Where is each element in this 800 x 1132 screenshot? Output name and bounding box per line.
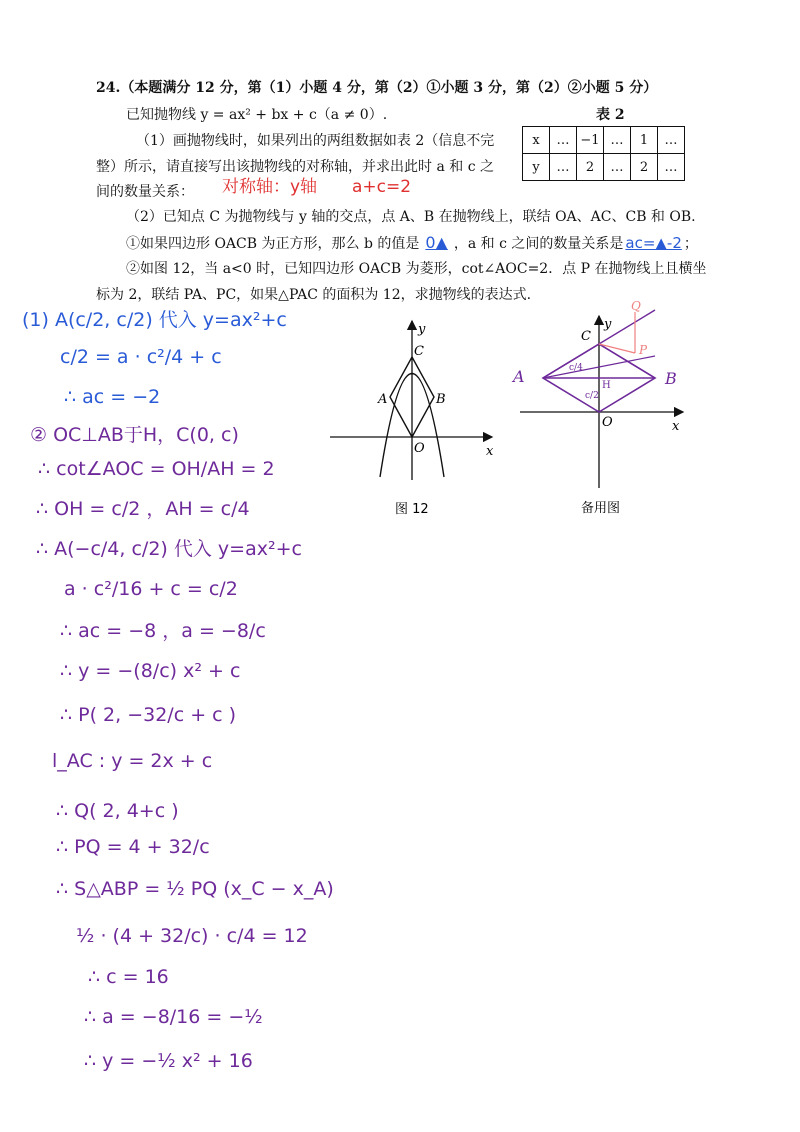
y-axis-label: y [418,322,426,337]
table-cell: … [658,127,685,154]
handwritten-line: a · c²/16 + c = c/2 [64,578,238,600]
table-cell: −1 [577,127,604,154]
part2-1-end: ； [683,236,698,252]
handwritten-line: ∴ Q( 2, 4+c ) [56,800,179,822]
origin-label: O [414,441,425,456]
table-cell: … [604,127,631,154]
x-axis-label: x [486,444,494,459]
problem-header: 24.（本题满分 12 分，第（1）小题 4 分，第（2）①小题 3 分，第（2）②小题 5 分） [96,80,658,96]
table-title: 表 2 [596,107,625,123]
part1-answer-axis: 对称轴：y轴 [222,177,318,197]
handwritten-line: ½ · (4 + 32/c) · c/4 = 12 [76,925,308,947]
handwritten-line: (1) A(c/2, c/2) 代入 y=ax²+c [22,309,287,331]
table-cell: 2 [577,154,604,181]
point-p-label: P [639,343,648,357]
part2-1-text-b: ，a 和 c 之间的数量关系是 [453,236,624,252]
figure-12-caption: 图 12 [395,502,429,517]
table-cell: … [550,127,577,154]
handwritten-line: c/2 = a · c²/4 + c [60,346,222,368]
part2-1-text-a: ①如果四边形 OACB 为正方形，那么 b 的值是 [126,236,420,252]
table-cell: x [523,127,550,154]
handwritten-line: ∴ PQ = 4 + 32/c [56,836,210,858]
part1-answer-relation: a+c=2 [352,177,412,197]
part2-1-answer-b: 0▲ [425,233,448,252]
label-c-over-4: c/4 [569,363,583,373]
table-cell: … [658,154,685,181]
origin-label: O [602,415,613,430]
handwritten-line: ∴ y = −(8/c) x² + c [60,660,241,682]
point-a-label: A [513,367,525,386]
handwritten-line: ∴ P( 2, −32/c + c ) [60,704,237,726]
table-cell: 2 [631,154,658,181]
part2-1-question [126,232,698,254]
part1-line1: （1）画抛物线时，如果列出的两组数据如表 2（信息不完 [136,133,495,149]
part2-1-answer-ac: ac=▲-2 [625,234,682,252]
point-b-label: B [665,369,677,388]
part2-intro: （2）已知点 C 为抛物线与 y 轴的交点，点 A、B 在抛物线上，联结 OA、AC、CB 和 OB. [126,209,696,225]
point-h-label: H [602,380,611,391]
table-cell: 1 [631,127,658,154]
data-table [522,126,685,181]
point-q-label: Q [631,299,641,313]
table-cell: y [523,154,550,181]
table-row [523,127,685,154]
y-axis-label: y [604,317,612,332]
point-c-label: C [414,344,424,359]
part1-line2: 整）所示，请直接写出该抛物线的对称轴，并求出此时 a 和 c 之 [96,159,494,175]
segment-cp [599,344,635,353]
backup-figure [505,298,690,530]
label-c-over-2: c/2 [585,391,599,401]
handwritten-line: ∴ ac = −2 [64,386,161,408]
table-cell: … [550,154,577,181]
part2-2-line1: ②如图 12，当 a<0 时，已知四边形 OACB 为菱形，cot∠AOC=2．点 P 在抛物线上且横坐 [126,261,707,277]
handwritten-line: l_AC : y = 2x + c [52,750,213,772]
handwritten-line: ∴ y = −½ x² + 16 [84,1050,253,1072]
handwritten-line: ∴ A(−c/4, c/2) 代入 y=ax²+c [36,538,302,560]
handwritten-line: ∴ ac = −8 ，a = −8/c [60,620,266,642]
point-b-label: B [436,392,446,407]
handwritten-line: ② OC⊥AB于H，C(0, c) [30,424,239,446]
handwritten-line: ∴ c = 16 [88,966,169,988]
handwritten-line: ∴ a = −8/16 = −½ [84,1006,263,1028]
given-parabola: 已知抛物线 y = ax² + bx + c（a ≠ 0）. [126,107,388,123]
table-cell: … [604,154,631,181]
backup-figure-caption: 备用图 [581,501,621,516]
part1-line3: 间的数量关系： [96,184,194,200]
handwritten-line: ∴ cot∠AOC = OH/AH = 2 [38,458,275,480]
handwritten-line: ∴ OH = c/2 ，AH = c/4 [36,498,250,520]
table-row [523,154,685,181]
part2-2-line2: 标为 2，联结 PA、PC，如果△PAC 的面积为 12，求抛物线的表达式. [96,287,532,303]
point-c-label: C [581,329,591,344]
x-axis-label: x [672,419,680,434]
point-a-label: A [378,392,388,407]
figure-12 [330,315,500,540]
handwritten-line: ∴ S△ABP = ½ PQ (x_C − x_A) [56,878,334,900]
